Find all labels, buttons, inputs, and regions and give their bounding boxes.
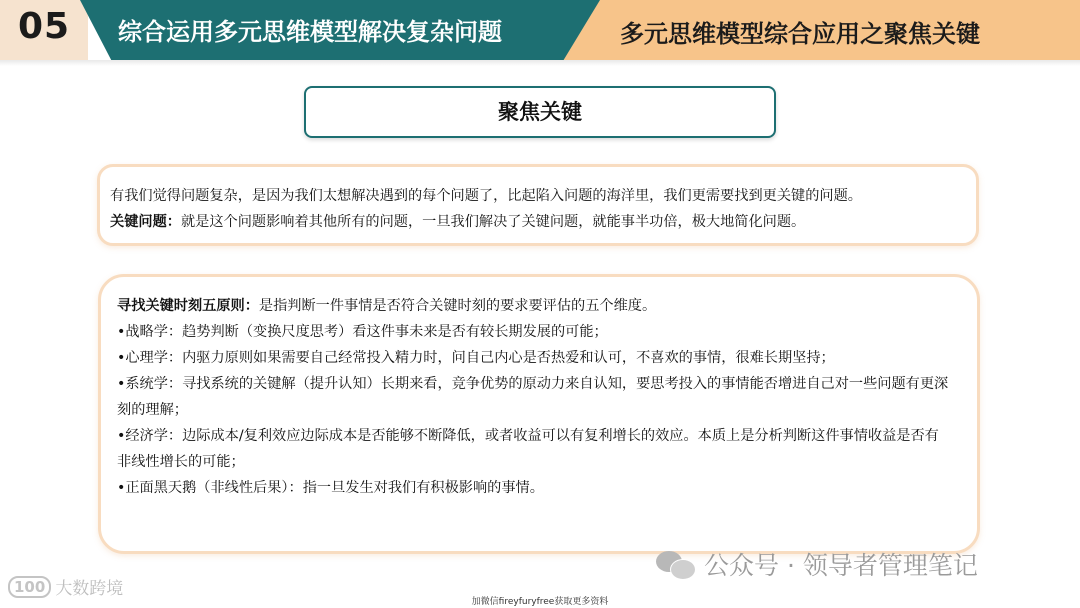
main-title: 综合运用多元思维模型解决复杂问题 (118, 18, 502, 46)
principle-black-swan: •正面黑天鹅（非线性后果）：指一旦发生对我们有积极影响的事情。 (117, 480, 544, 496)
principles-heading-text: 是指判断一件事情是否符合关键时刻的要求要评估的五个维度。 (258, 298, 657, 314)
key-problem-definition (110, 209, 976, 235)
section-title-box (304, 86, 776, 138)
principles-heading (117, 293, 953, 319)
section-title: 聚焦关键 (498, 100, 582, 124)
header-bar (0, 0, 1080, 60)
principle-systems: •系统学：寻找系统的关键解（提升认知）长期来看，竞争优势的原动力来自认知，要思考投入的事情能否增进自己对一些问题有更深刻的理解； (117, 376, 949, 418)
principle-strategy: •战略学：趋势判断（变换尺度思考）看这件事未来是否有较长期发展的可能； (117, 324, 608, 340)
principle-psychology: •心理学：内驱力原则如果需要自己经常投入精力时，问自己内心是否热爱和认可，不喜欢的事情，很难长期坚持； (117, 350, 835, 366)
key-problem-card (97, 164, 979, 246)
principles-heading-label: 寻找关键时刻五原则： (117, 298, 259, 314)
principle-economics: •经济学：边际成本/复利效应边际成本是否能够不断降低，或者收益可以有复利增长的效应。本质上是分析判断这件事情收益是否有非线性增长的可能； (117, 428, 939, 470)
intro-paragraph: 有我们觉得问题复杂，是因为我们太想解决遇到的每个问题了，比起陷入问题的海洋里，我们更需要找到更关键的问题。 (110, 188, 862, 204)
five-principles-card (98, 274, 980, 554)
section-number: 05 (18, 6, 71, 47)
watermark-right-text: 公众号 · 领导者管理笔记 (704, 551, 978, 580)
key-problem-text: 就是这个问题影响着其他所有的问题，一旦我们解决了关键问题，就能事半功倍，极大地简化问题。 (180, 214, 806, 230)
watermark-logo: 100 (8, 576, 51, 598)
footer-note: 加微信fireyfuryfree获取更多资料 (471, 597, 609, 607)
header-shadow (0, 60, 1080, 66)
watermark-right (656, 546, 978, 582)
subtitle: 多元思维模型综合应用之聚焦关键 (620, 20, 980, 48)
key-problem-label: 关键问题： (110, 214, 181, 230)
watermark-left-text: 大数跨境 (55, 579, 124, 599)
wechat-icon (656, 549, 696, 579)
